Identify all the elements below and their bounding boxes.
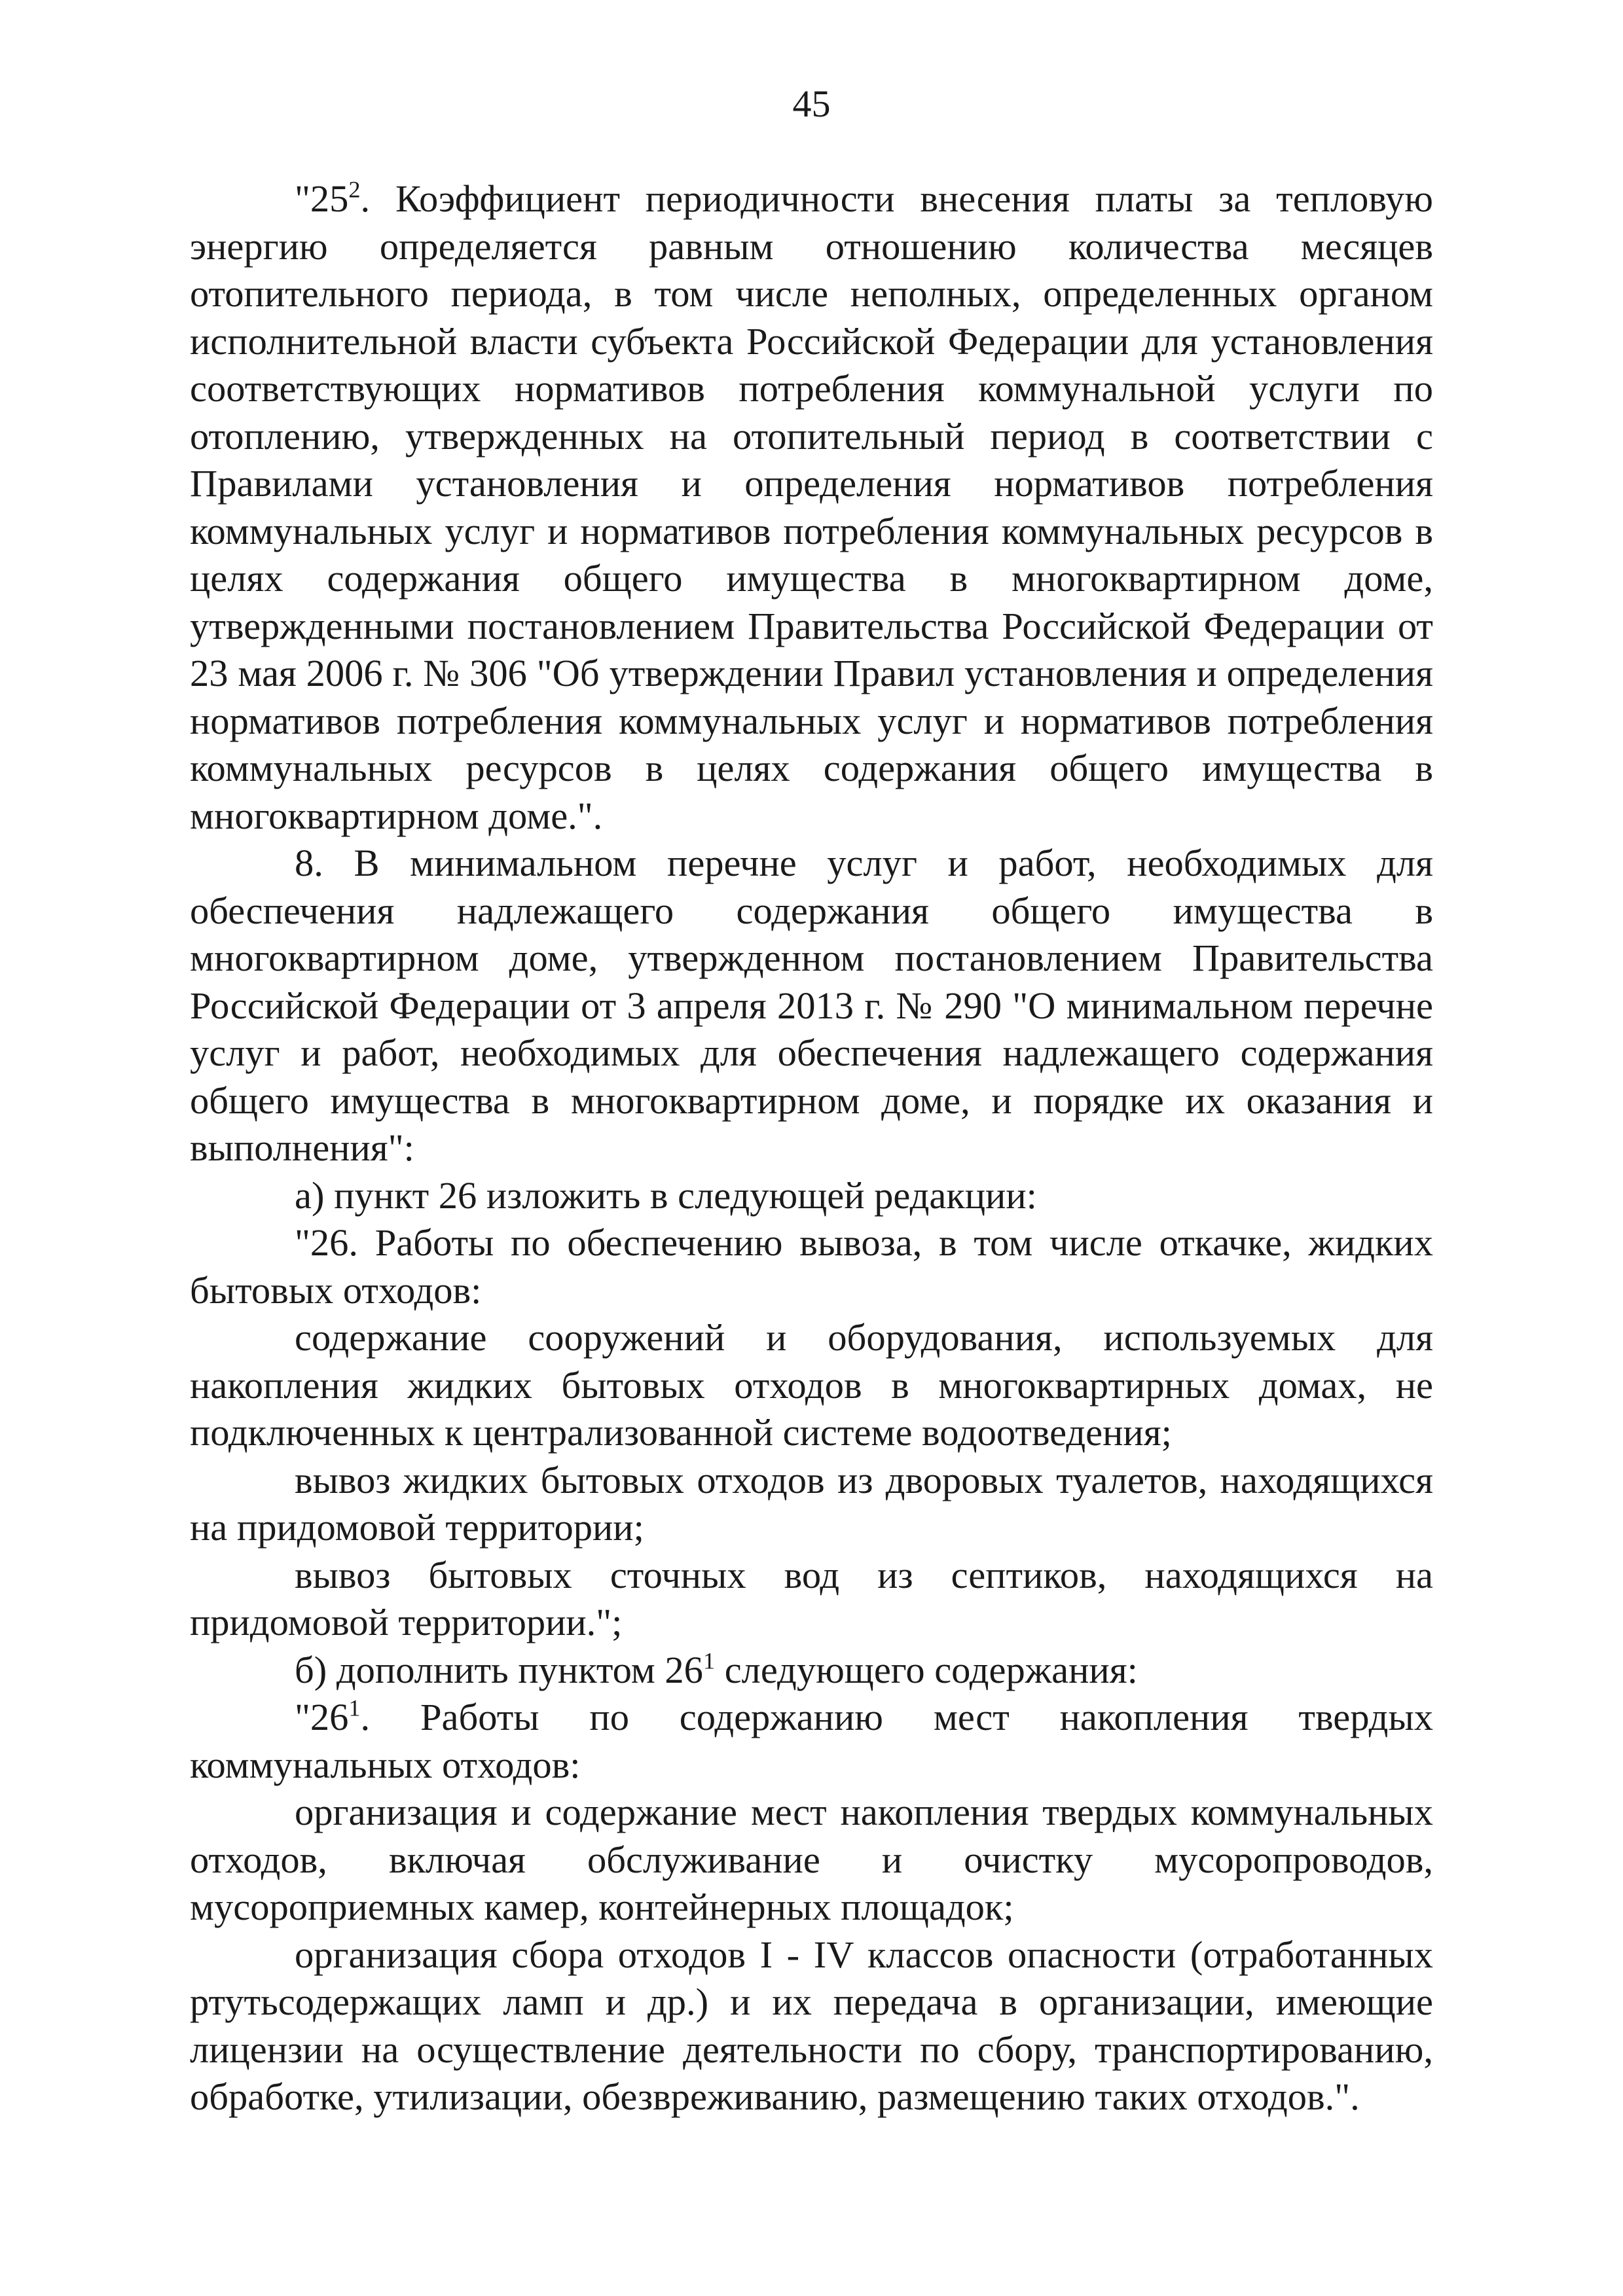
- paragraph-26-item-1: содержание сооружений и оборудования, используемых для накопления жидких бытовых отходов в многоквартирных домах, не подключенных к централизованной системе водоотведения;: [190, 1316, 1433, 1454]
- paragraph-25-2: [190, 175, 1433, 840]
- paragraph-text-after: следующего содержания:: [715, 1648, 1138, 1691]
- paragraph-26-1-item-2: организация сбора отходов I - IV классов опасности (отработанных ртутьсодержащих ламп и др.) и их передача в организации, имеющие лицензии на осуществление деятельности по сбору, транспортированию, обработке, утилизации, обезвреживанию, размещению таких отходов.".: [190, 1933, 1433, 2118]
- paragraph-item-a: а) пункт 26 изложить в следующей редакции:: [295, 1174, 1037, 1217]
- paragraph-text: . Работы по содержанию мест накопления твердых коммунальных отходов:: [190, 1696, 1433, 1786]
- paragraph-text: . Коэффициент периодичности внесения платы за тепловую энергию определяется равным отношению количества месяцев отопительного периода, в том числе неполных, определенных органом исполнительной власти субъекта Российской Федерации для установления соответствующих нормативов потребления коммунальной услуги по отоплению, утвержденных на отопительный период в соответствии с Правилами установления и определения нормативов потребления коммунальных услуг и нормативов потребления коммунальных ресурсов в целях содержания общего имущества в многоквартирном доме, утвержденными постановлением Правительства Российской Федерации от 23 мая 2006 г. № 306 "Об утверждении Правил установления и определения нормативов потребления коммунальных услуг и нормативов потребления коммунальных ресурсов в целях содержания общего имущества в многоквартирном доме.".: [190, 177, 1433, 837]
- superscript: 2: [348, 176, 361, 203]
- superscript: 1: [702, 1647, 716, 1674]
- paragraph-8: 8. В минимальном перечне услуг и работ, необходимых для обеспечения надлежащего содержания общего имущества в многоквартирном доме, утвержденном постановлением Правительства Российской Федерации от 3 апреля 2013 г. № 290 "О минимальном перечне услуг и работ, необходимых для обеспечения надлежащего содержания общего имущества в многоквартирном доме, и порядке их оказания и выполнения":: [190, 842, 1433, 1169]
- paragraph-26-1-item-1: организация и содержание мест накопления твердых коммунальных отходов, включая обслуживание и очистку мусоропроводов, мусороприемных камер, контейнерных площадок;: [190, 1791, 1433, 1928]
- paragraph-text: б) дополнить пунктом 26: [295, 1648, 703, 1691]
- paragraph-26-item-3: вывоз бытовых сточных вод из септиков, находящихся на придомовой территории.";: [190, 1553, 1433, 1643]
- paragraph-26-1: [190, 1694, 1433, 1789]
- document-body: [190, 175, 1433, 2121]
- paragraph-number: "25: [295, 177, 349, 220]
- paragraph-number: "26: [295, 1696, 349, 1738]
- superscript: 1: [348, 1695, 361, 1721]
- paragraph-item-b: [190, 1647, 1433, 1695]
- paragraph-26-item-2: вывоз жидких бытовых отходов из дворовых туалетов, находящихся на придомовой территории;: [190, 1458, 1433, 1549]
- page-number: 45: [792, 82, 831, 125]
- paragraph-26: "26. Работы по обеспечению вывоза, в том числе откачке, жидких бытовых отходов:: [190, 1221, 1433, 1312]
